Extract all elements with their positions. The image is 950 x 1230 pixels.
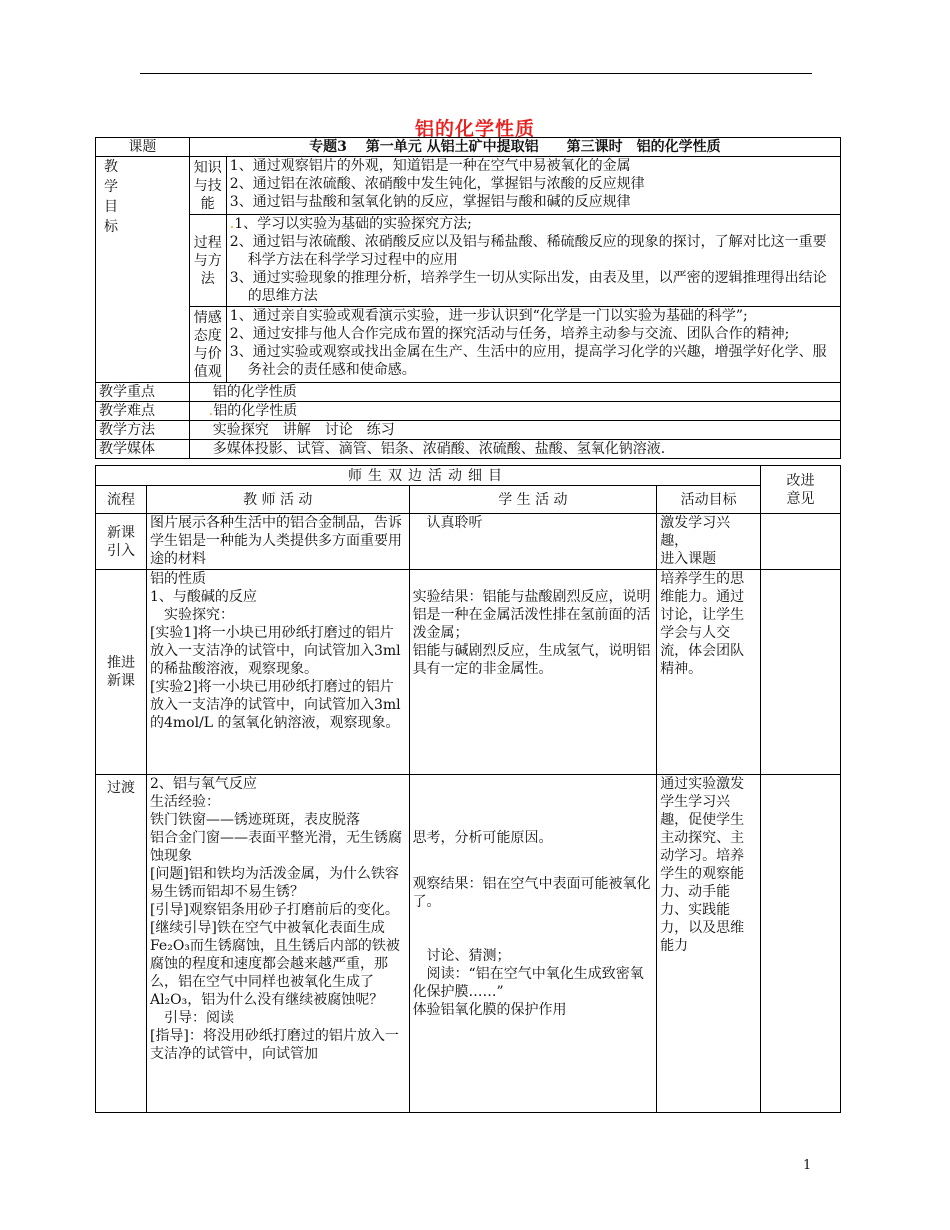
stage-cell: 新课引入 (96, 514, 147, 570)
media-label: 教学媒体 (96, 440, 190, 459)
teacher-cell: 2、铝与氧气反应 生活经验： 铁门铁窗——锈迹斑斑，表皮脱落 铝合金门窗——表面平整光滑，无生锈腐蚀现象 [问题]铝和铁均为活泼金属，为什么铁容易生锈而铝却不易生锈？ [引导]观察铝条用砂子打磨前后的变化。 [继续引导]铁在空气中被氧化表面生成Fe₂O₃而生锈腐蚀，且生锈后内部的铁被腐蚀的程度和速度都会越来越严重，那么，铝在空气中同样也被氧化生成了Al₂O₃，铝为什么没有继续被腐蚀呢？ 引导：阅读 [指导]：将没用砂纸打磨过的铝片放入一支洁净的试管中，向试管加 (146, 775, 409, 1113)
attitude-label: 情感态度与价值观 (189, 307, 226, 383)
activity-section-title: 师生双边活动细目 (96, 466, 761, 486)
focus-value: 铝的化学性质 (189, 383, 840, 402)
process-items: .1、学习以实验为基础的实验探究方法; 2、通过铝与浓硫酸、浓硝酸反应以及铝与稀盐酸、稀硫酸反应的现象的探讨，了解对比这一重要科学方法在科学学习过程中的应用 3、通过实验现象的推理分析，培养学生一切从实际出发，由表及里，以严密的逻辑推理得出结论的思维方法 (226, 215, 840, 307)
table-row (96, 775, 841, 1113)
header-rule (140, 73, 812, 74)
col-teacher: 教 师 活 动 (146, 486, 409, 514)
topic-value: 专题3 第一单元 从铝土矿中提取铝 第三课时 铝的化学性质 (189, 138, 840, 157)
goal-cell: 培养学生的思维能力。通过讨论，让学生学会与人交流，体会团队精神。 (657, 570, 761, 775)
teacher-cell: 图片展示各种生活中的铝合金制品，告诉学生铝是一种能为人类提供多方面重要用途的材料 (146, 514, 409, 570)
remarks-cell (761, 570, 841, 775)
stage-cell: 推进新课 (96, 570, 147, 775)
attitude-items: 1、通过亲自实验或观看演示实验，进一步认识到“化学是一门以实验为基础的科学”; 2、通过安排与他人合作完成布置的探究活动与任务，培养主动参与交流、团队合作的精神; 3、通过实验或观察或找出金属在生产、生活中的应用，提高学习化学的兴趣，增强学好化学、服务社会的责任感和使命感。 (226, 307, 840, 383)
method-value: 实验探究 讲解 讨论 练习 (189, 421, 840, 440)
media-value: 多媒体投影、试管、滴管、铝条、浓硝酸、浓硫酸、盐酸、氢氧化钠溶液. (189, 440, 840, 459)
difficulty-label: 教学难点 (96, 402, 190, 421)
student-cell: 实验结果：铝能与盐酸剧烈反应，说明铝是一种在金属活泼性排在氢前面的活泼金属； 铝能与碱剧烈反应，生成氢气，说明铝具有一定的非金属性。 (409, 570, 657, 775)
lesson-info-table (95, 137, 841, 459)
goal-cell: 通过实验激发学生学习兴趣，促使学生主动探究、主动学习。培养学生的观察能力、动手能力、实践能力，以及思维能力 (657, 775, 761, 1113)
process-label: 过程与方法 (189, 215, 226, 307)
objectives-label: 教学目标 (104, 159, 118, 235)
knowledge-items: 1、通过观察铝片的外观，知道铝是一种在空气中易被氧化的金属 2、通过铝在浓硫酸、浓硝酸中发生钝化，掌握铝与浓酸的反应规律 3、通过铝与盐酸和氢氧化钠的反应，掌握铝与酸和碱的反应规律 (226, 157, 840, 215)
page-number: 1 (803, 1158, 812, 1173)
table-row (96, 570, 841, 775)
student-cell: 认真聆听 (409, 514, 657, 570)
teacher-cell: 铝的性质 1、与酸碱的反应 实验探究： [实验1]将一小块已用砂纸打磨过的铝片放入一支洁净的试管中，向试管加入3ml的稀盐酸溶液，观察现象。 [实验2]将一小块已用砂纸打磨过的铝片放入一支洁净的试管中，向试管加入3ml的4mol/L 的氢氧化钠溶液，观察现象。 (146, 570, 409, 775)
focus-label: 教学重点 (96, 383, 190, 402)
table-row (96, 514, 841, 570)
col-stage: 流程 (96, 486, 147, 514)
difficulty-value: .铝的化学性质 (189, 402, 840, 421)
goal-cell: 激发学习兴趣， 进入课题 (657, 514, 761, 570)
knowledge-label: 知识与技能 (189, 157, 226, 215)
activity-table (95, 465, 841, 1113)
remarks-cell (761, 514, 841, 570)
col-student: 学 生 活 动 (409, 486, 657, 514)
topic-label: 课题 (96, 138, 190, 157)
remarks-cell (761, 775, 841, 1113)
objectives-cell (96, 157, 190, 383)
stage-cell: 过渡 (96, 775, 147, 1113)
remarks-header: 改进意见 (761, 466, 841, 514)
col-goal: 活动目标 (657, 486, 761, 514)
student-cell: 思考，分析可能原因。 观察结果：铝在空气中表面可能被氧化了。 讨论、猜测； 阅读：“铝在空气中氧化生成致密氧化保护膜……” 体验铝氧化膜的保护作用 (409, 775, 657, 1113)
page-title: 铝的化学性质 (414, 118, 535, 140)
method-label: 教学方法 (96, 421, 190, 440)
